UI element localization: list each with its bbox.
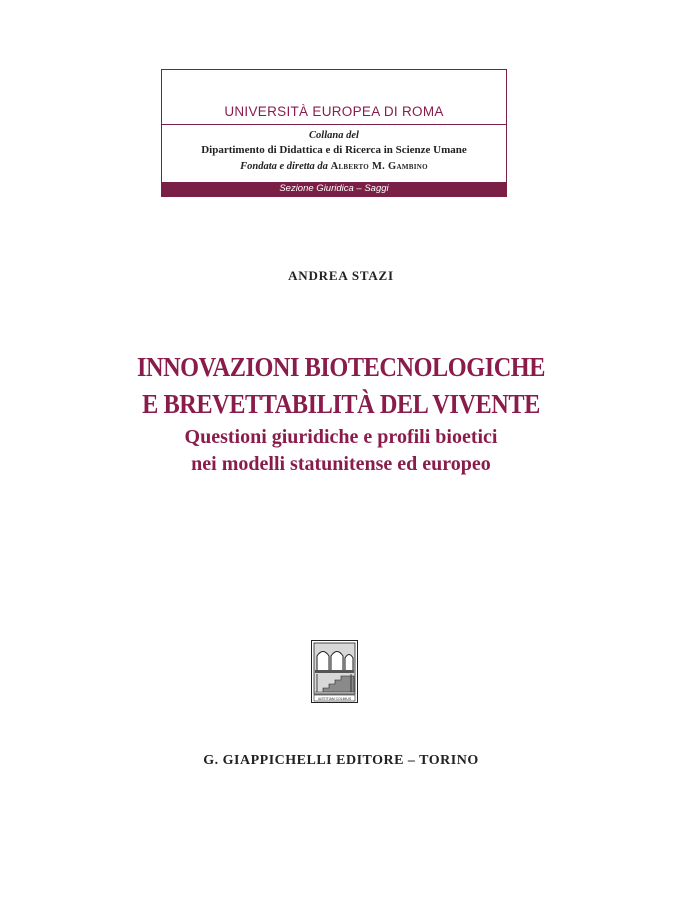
university-name: UNIVERSITÀ EUROPEA DI ROMA bbox=[224, 104, 444, 119]
title-line-2: E BREVETTABILITÀ DEL VIVENTE bbox=[142, 389, 540, 419]
publisher-emblem-icon bbox=[311, 640, 358, 703]
department-name: Dipartimento di Didattica e di Ricerca in Scienze Umane bbox=[201, 144, 467, 156]
author-name: ANDREA STAZI bbox=[288, 268, 394, 283]
director-name: Alberto M. Gambino bbox=[330, 161, 428, 172]
subtitle-line-1: Questioni giuridiche e profili bioetici bbox=[184, 426, 498, 448]
divider bbox=[162, 124, 506, 125]
fondata-prefix: Fondata e diretta da bbox=[240, 161, 328, 172]
logo-motto: IUSTITIAM COLIMUS bbox=[317, 697, 352, 701]
section-band: Sezione Giuridica – Saggi bbox=[162, 182, 506, 196]
publisher-line: G. GIAPPICHELLI EDITORE – TORINO bbox=[203, 753, 479, 768]
subtitle-line-2: nei modelli statunitense ed europeo bbox=[191, 453, 491, 475]
title-line-1: INNOVAZIONI BIOTECNOLOGICHE bbox=[136, 352, 546, 382]
collana-label: Collana del bbox=[309, 130, 359, 141]
series-director-line bbox=[162, 161, 506, 172]
series-box bbox=[161, 69, 507, 197]
